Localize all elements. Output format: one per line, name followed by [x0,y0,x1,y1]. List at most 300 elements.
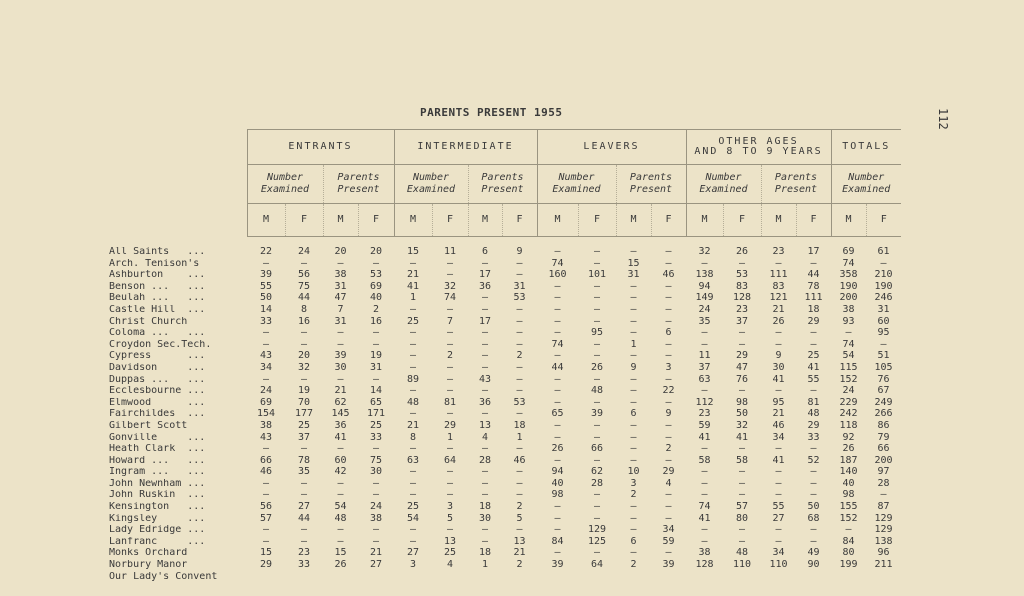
table-cell: 26 [842,444,855,455]
table-cell: – [481,258,489,269]
table-cell: 28 [877,478,890,489]
table-cell: – [554,525,561,536]
table-cell: 44 [807,270,820,281]
table-cell: 129 [874,513,893,524]
table-cell: 111 [769,270,788,281]
table-cell: – [554,304,561,315]
table-cell: 52 [807,455,820,466]
table-cell: 7 [446,316,454,327]
table-cell: 25 [369,420,383,431]
table-cell: – [262,374,270,385]
table-cell: 121 [769,293,788,304]
table-cell: – [516,478,523,489]
table-cell: – [337,490,344,501]
table-cell: 110 [769,560,788,571]
table-cell: 66 [590,444,604,455]
table-cell [432,572,468,584]
table-cell: – [446,339,454,350]
table-cell: – [738,258,746,269]
table-cell: 23 [772,247,785,257]
table-cell: – [775,525,782,536]
table-cell: 1 [409,293,417,304]
table-cell: – [516,467,523,478]
table-cell: 74 [842,258,855,269]
table-cell: 37 [698,362,711,373]
table-row [105,560,901,572]
table-cell: – [337,339,344,350]
table-cell: – [372,258,380,269]
table-cell: – [481,339,489,350]
table-row [105,479,901,491]
table-cell: – [701,328,708,339]
table-row [105,502,901,514]
table-cell: 44 [297,293,311,304]
table-cell: – [516,362,523,373]
table-cell: 18 [478,548,492,559]
table-cell: 42 [334,467,347,478]
table-cell: 160 [548,270,567,281]
table-cell: – [446,374,454,385]
table-cell: 3 [630,478,637,489]
table-cell: – [845,328,852,339]
table-cell: 19 [369,351,383,362]
table-cell: 24 [698,304,711,315]
table-cell: 154 [256,409,276,420]
table-cell: – [775,536,782,547]
group-header: INTERMEDIATE [394,130,537,165]
table-row [105,525,901,537]
table-cell: – [516,339,523,350]
table-cell: – [593,258,601,269]
table-cell: 43 [259,432,273,443]
table-cell [358,572,394,584]
table-cell: – [446,258,454,269]
table-cell: 17 [478,316,492,327]
table-cell: 87 [877,502,890,513]
table-cell: 13 [443,536,457,547]
table-cell: – [845,525,852,536]
table-cell: 58 [735,455,749,466]
table-cell: 9 [665,409,672,420]
table-cell: 63 [406,455,420,466]
table-cell: 54 [334,502,347,513]
table-cell: – [630,455,637,466]
table-cell: – [701,525,708,536]
table-cell: 31 [627,270,640,281]
table-cell: 98 [735,397,749,408]
school-name: Monks Orchard [109,548,188,559]
table-cell: – [372,328,380,339]
table-row [105,282,901,294]
table-cell: – [630,304,637,315]
table-cell: – [665,490,672,501]
table-cell: 46 [662,270,675,281]
table-cell: 4 [665,478,672,489]
table-cell: 67 [877,386,890,397]
table-cell: 62 [590,467,604,478]
table-cell: – [880,490,887,501]
table-cell: 62 [334,397,347,408]
table-cell [323,572,358,584]
table-cell: – [810,467,817,478]
table-cell: 152 [839,513,858,524]
group-header: TOTALS [831,130,901,165]
school-name: Heath Clark ... [109,444,206,455]
table-cell: – [665,316,672,327]
table-cell: – [701,478,708,489]
table-cell: 34 [662,525,675,536]
table-cell: 33 [297,560,311,571]
table-cell: – [738,467,746,478]
table-cell: – [630,397,637,408]
table-cell: 11 [698,351,711,362]
table-cell: 15 [406,247,420,257]
table-cell: 38 [698,548,711,559]
table-cell: – [446,467,454,478]
table-cell: – [701,444,708,455]
table-cell: 81 [443,397,457,408]
table-cell: 138 [695,270,714,281]
table-cell: – [446,409,454,420]
table-cell: 25 [297,420,311,431]
school-name: Ecclesbourne ... [109,386,206,397]
table-cell: – [300,339,308,350]
table-cell: 22 [259,247,273,257]
school-name: Arch. Tenison's [109,258,200,269]
table-cell [796,572,831,584]
table-cell: 24 [842,386,855,397]
table-cell: – [481,525,489,536]
table-cell: 50 [807,502,820,513]
table-cell: 24 [297,247,311,257]
table-row [105,514,901,526]
table-cell: – [300,328,308,339]
sex-header: F [502,204,537,237]
table-cell: 70 [297,397,311,408]
table-cell: 26 [551,444,564,455]
table-cell: 1 [516,432,523,443]
table-cell: 80 [842,548,855,559]
table-cell: 21 [406,270,420,281]
table-cell: – [738,386,746,397]
table-cell: – [409,386,417,397]
table-cell: – [481,293,489,304]
table-cell: – [300,258,308,269]
table-row [105,305,901,317]
table-cell: 8 [409,432,417,443]
table-cell [468,572,502,584]
table-cell: 115 [839,362,858,373]
table-cell: – [630,316,637,327]
table-cell: – [516,444,523,455]
sex-header: M [686,204,723,237]
table-cell: – [554,328,561,339]
table-cell: – [630,432,637,443]
table-cell: 15 [334,548,347,559]
school-name: Kensington ... [109,502,206,513]
table-cell: 22 [662,386,675,397]
table-cell: – [337,258,344,269]
table-cell: 92 [842,432,855,443]
table-cell: 15 [627,258,640,269]
table-cell: 211 [874,560,893,571]
table-row [105,572,901,584]
table-cell: – [665,374,672,385]
table-cell: 48 [334,513,347,524]
table-cell: 19 [297,386,311,397]
table-row [105,444,901,456]
table-cell: 65 [551,409,564,420]
table-cell: – [665,339,672,350]
table-cell: 2 [446,351,454,362]
table-cell: 68 [807,513,820,524]
table-cell: 64 [443,455,457,466]
table-cell: 199 [839,560,858,571]
table-cell: – [738,339,746,350]
table-cell: 26 [590,362,604,373]
table-cell: – [554,351,561,362]
table-row [105,467,901,479]
table-cell: – [300,374,308,385]
sex-header: M [761,204,796,237]
table-cell: 152 [839,374,858,385]
table-cell: – [665,432,672,443]
table-cell: 210 [874,270,893,281]
table-cell: 128 [695,560,714,571]
table-cell: 57 [735,502,749,513]
table-cell: 43 [478,374,492,385]
table-cell: 25 [807,351,820,362]
table-row [105,270,901,282]
table-cell: – [665,247,672,257]
table-cell: 6 [630,536,637,547]
table-cell: – [554,455,561,466]
school-name: Coloma ... ... [109,328,206,339]
table-cell: 190 [874,281,893,292]
table-cell: 98 [551,490,564,501]
table-row [105,363,901,375]
table-cell: 21 [334,386,347,397]
sex-header: F [578,204,616,237]
table-cell [686,572,723,584]
table-cell: 9 [630,362,637,373]
sub-header: Parents Present [616,165,686,204]
table-cell: – [593,432,601,443]
table-cell: – [593,293,601,304]
table-row [105,537,901,549]
table-cell: 54 [406,513,420,524]
table-cell: – [701,258,708,269]
table-cell: – [775,444,782,455]
table-cell: 29 [662,467,675,478]
table-cell: – [630,281,637,292]
table-cell: – [738,536,746,547]
table-cell: 31 [334,281,347,292]
table-cell: – [810,444,817,455]
table-cell: – [554,316,561,327]
table-cell: 75 [297,281,311,292]
table-cell: 66 [259,455,273,466]
table-cell: 25 [443,548,457,559]
sex-header: M [247,204,285,237]
table-cell: 138 [874,536,893,547]
table-cell: – [810,536,817,547]
table-cell: 18 [807,304,820,315]
table-cell: 46 [259,467,273,478]
table-cell: 246 [874,293,893,304]
sex-header: F [723,204,761,237]
table-cell: 83 [772,281,785,292]
table-cell: – [372,339,380,350]
table-cell: 32 [698,247,711,257]
table-cell: – [593,397,601,408]
school-name: Gonville ... [109,432,206,443]
table-cell: 53 [735,270,749,281]
table-cell: 2 [665,444,672,455]
group-header: ENTRANTS [247,130,394,165]
table-cell: 171 [366,409,386,420]
table-cell: – [372,478,380,489]
table-cell: 129 [587,525,607,536]
table-row [105,456,901,468]
table-cell: – [775,258,782,269]
table-cell: 118 [839,420,858,431]
table-cell: 11 [443,247,457,257]
school-name: Davidson ... [109,362,206,373]
table-cell: – [516,490,523,501]
table-cell: – [300,444,308,455]
table-cell: 25 [406,316,420,327]
table-cell: – [665,420,672,431]
sex-header: F [432,204,468,237]
table-cell: – [880,258,887,269]
table-cell: 13 [513,536,526,547]
sex-header: M [616,204,651,237]
school-name: Ashburton ... [109,270,206,281]
table-cell: 53 [513,397,526,408]
table-cell: – [481,467,489,478]
sex-header: F [866,204,901,237]
table-cell: – [262,258,270,269]
table-cell: – [409,409,417,420]
sub-header: Parents Present [323,165,394,204]
table-cell: 40 [842,478,855,489]
school-name: Ingram ... ... [109,467,206,478]
table-cell [394,572,432,584]
table-cell: – [409,351,417,362]
table-cell: 2 [630,560,637,571]
table-cell: 93 [842,316,855,327]
table-cell: 4 [446,560,454,571]
table-cell: 21 [513,548,526,559]
table-cell: 17 [807,247,820,257]
table-cell: 128 [732,293,752,304]
table-cell: 47 [334,293,347,304]
table-cell: – [446,490,454,501]
table-cell [285,572,323,584]
table-cell: – [337,536,344,547]
table-cell: 30 [369,467,383,478]
sub-header: Number Examined [394,165,468,204]
table-cell: 110 [732,560,752,571]
table-cell: 48 [807,409,820,420]
school-name: Croydon Sec.Tech. [109,339,212,350]
table-cell: 29 [735,351,749,362]
table-cell: 21 [772,409,785,420]
table-cell: – [337,374,344,385]
table-cell: – [630,374,637,385]
table-cell: 187 [839,455,858,466]
table-cell: 41 [406,281,420,292]
table-cell: – [665,304,672,315]
table-cell: – [593,513,601,524]
table-cell: – [554,397,561,408]
table-cell: 35 [698,316,711,327]
table-cell: – [337,444,344,455]
table-cell: 3 [409,560,417,571]
sub-header: Parents Present [761,165,831,204]
table-cell [247,572,285,584]
table-row [105,386,901,398]
table-cell: – [481,490,489,501]
table-cell: 61 [877,247,890,257]
table-cell: 78 [297,455,311,466]
table-cell: 9 [775,351,782,362]
table-cell: 358 [839,270,858,281]
table-cell: 56 [259,502,273,513]
table-cell: 2 [516,351,523,362]
table-cell: – [665,548,672,559]
table-cell: 75 [369,455,383,466]
table-cell: 84 [842,536,855,547]
table-cell: – [409,490,417,501]
sex-header: M [537,204,578,237]
table-cell: – [516,304,523,315]
table-cell: 30 [334,362,347,373]
table-cell: – [630,351,637,362]
table-cell: 80 [735,513,749,524]
table-cell: 177 [294,409,314,420]
table-cell: 16 [369,316,383,327]
table-cell: – [738,525,746,536]
table-cell: 33 [259,316,273,327]
table-cell: 5 [516,513,523,524]
sub-header: Number Examined [537,165,616,204]
table-cell: – [262,328,270,339]
table-cell: – [481,536,489,547]
table-cell: – [481,444,489,455]
table-cell: 145 [331,409,350,420]
table-cell: – [775,467,782,478]
table-cell: 53 [513,293,526,304]
school-name: Kingsley ... [109,513,206,524]
table-row [105,340,901,352]
table-cell: 7 [337,304,344,315]
sub-header: Parents Present [468,165,537,204]
table-cell [761,572,796,584]
table-cell: – [262,490,270,501]
table-cell: 69 [369,281,383,292]
table-cell: – [810,339,817,350]
table-cell: – [630,328,637,339]
table-cell: 6 [481,247,489,257]
table-cell: 13 [478,420,492,431]
table-cell: – [810,490,817,501]
table-cell: – [262,339,270,350]
table-cell: – [409,525,417,536]
table-cell: 24 [259,386,273,397]
table-cell: 44 [551,362,564,373]
